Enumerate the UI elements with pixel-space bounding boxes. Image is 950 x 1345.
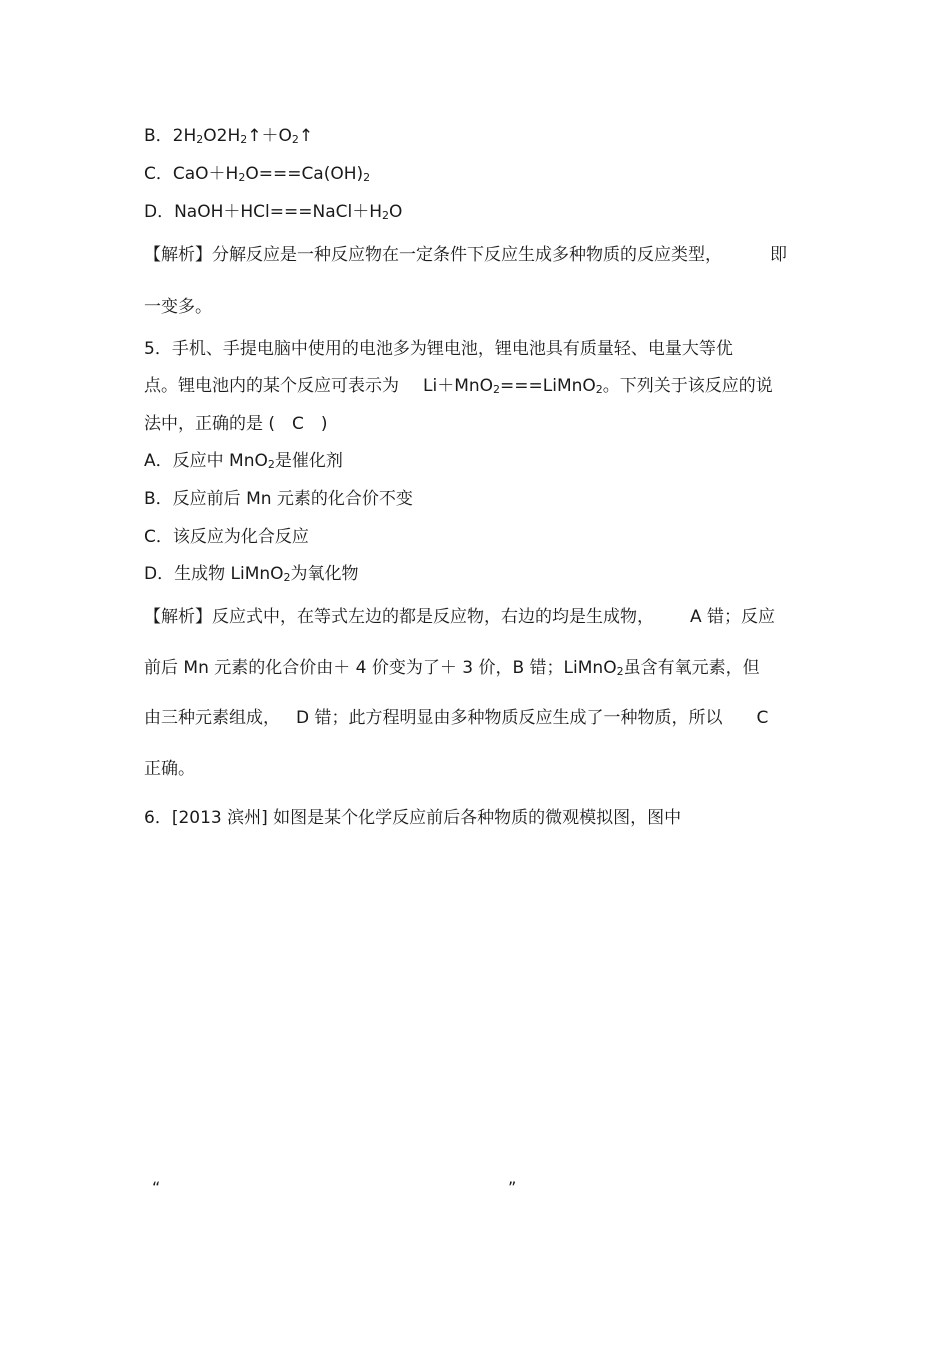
analysis-text: 即 <box>770 245 787 265</box>
option-text: 为氧化物 <box>290 564 359 584</box>
analysis-text: 由三种元素组成， <box>144 708 280 728</box>
analysis-text: D 错；此方程明显由多种物质反应生成了一种物质，所以 <box>296 708 723 728</box>
question-text: 法中，正确的是 ( C ) <box>144 414 328 434</box>
formula-part: ===LiMnO <box>500 376 596 396</box>
option-label: A． <box>144 451 173 471</box>
option-label: D． <box>144 202 175 222</box>
q5-analysis-line2 <box>144 657 760 679</box>
q5-stem-line3 <box>144 413 328 435</box>
formula-part: ↑ <box>298 126 314 146</box>
option-text: 反应前后 Mn 元素的化合价不变 <box>172 489 413 509</box>
formula-part: Li＋MnO <box>423 376 494 396</box>
option-label: D． <box>144 564 175 584</box>
analysis-text: 一变多。 <box>144 297 212 317</box>
formula-part: 2H <box>172 126 197 146</box>
q5-analysis-line4 <box>144 758 195 780</box>
option-text: 生成物 LiMnO <box>174 564 284 584</box>
question-text: 。下列关于该反应的说 <box>602 376 773 396</box>
q4-analysis-line1 <box>144 244 787 266</box>
question-text: 5．手机、手提电脑中使用的电池多为锂电池，锂电池具有质量轻、电量大等优 <box>144 339 733 359</box>
option-label: C． <box>144 164 173 184</box>
subscript: 2 <box>238 171 246 184</box>
q4-option-c <box>144 163 370 185</box>
analysis-text: C <box>756 708 769 728</box>
formula-part: O <box>389 202 403 222</box>
formula-part: O2H <box>203 126 241 146</box>
subscript: 2 <box>493 383 501 396</box>
q5-stem-line1 <box>144 338 733 360</box>
q5-option-d <box>144 563 359 585</box>
analysis-text: 前后 Mn 元素的化合价由＋ 4 价变为了＋ 3 价，B 错；LiMnO <box>144 658 617 678</box>
open-quote: “ <box>152 1178 161 1197</box>
formula-part: NaOH＋HCl===NaCl＋H <box>174 202 383 222</box>
q5-analysis-line3 <box>144 707 768 729</box>
q4-analysis-line2 <box>144 296 212 318</box>
question-text: 6．[2013 滨州] 如图是某个化学反应前后各种物质的微观模拟图，图中 <box>144 808 682 828</box>
q4-option-d <box>144 201 402 223</box>
q5-option-a <box>144 450 343 472</box>
formula-part: ↑＋O <box>247 126 292 146</box>
formula-part: CaO＋H <box>172 164 239 184</box>
analysis-text: 【解析】反应式中，在等式左边的都是反应物，右边的均是生成物， <box>144 607 654 627</box>
close-quote: ” <box>508 1178 517 1197</box>
question-text: 点。锂电池内的某个反应可表示为 <box>144 376 399 396</box>
q5-option-b <box>144 488 413 510</box>
q6-stem <box>144 807 681 829</box>
analysis-text: 【解析】分解反应是一种反应物在一定条件下反应生成多种物质的反应类型， <box>144 245 722 265</box>
analysis-text: 虽含有氧元素，但 <box>623 658 760 678</box>
subscript: 2 <box>196 133 204 146</box>
option-label: B． <box>144 126 173 146</box>
q4-option-b <box>144 125 313 147</box>
formula-part: O===Ca(OH) <box>245 164 364 184</box>
analysis-text: 正确。 <box>144 759 195 779</box>
q5-option-c <box>144 526 309 548</box>
option-text: 反应中 MnO <box>172 451 268 471</box>
q5-stem-line2 <box>144 375 773 397</box>
subscript: 2 <box>240 133 248 146</box>
option-text: 该反应为化合反应 <box>172 527 309 547</box>
subscript: 2 <box>595 383 603 396</box>
option-label: B． <box>144 489 173 509</box>
option-text: 是催化剂 <box>274 451 343 471</box>
subscript: 2 <box>267 458 275 471</box>
q5-analysis-line1 <box>144 606 775 628</box>
analysis-text: A 错；反应 <box>690 607 776 627</box>
subscript: 2 <box>283 571 291 584</box>
subscript: 2 <box>363 171 371 184</box>
subscript: 2 <box>616 665 624 678</box>
subscript: 2 <box>382 209 390 222</box>
option-label: C． <box>144 527 173 547</box>
subscript: 2 <box>291 133 299 146</box>
